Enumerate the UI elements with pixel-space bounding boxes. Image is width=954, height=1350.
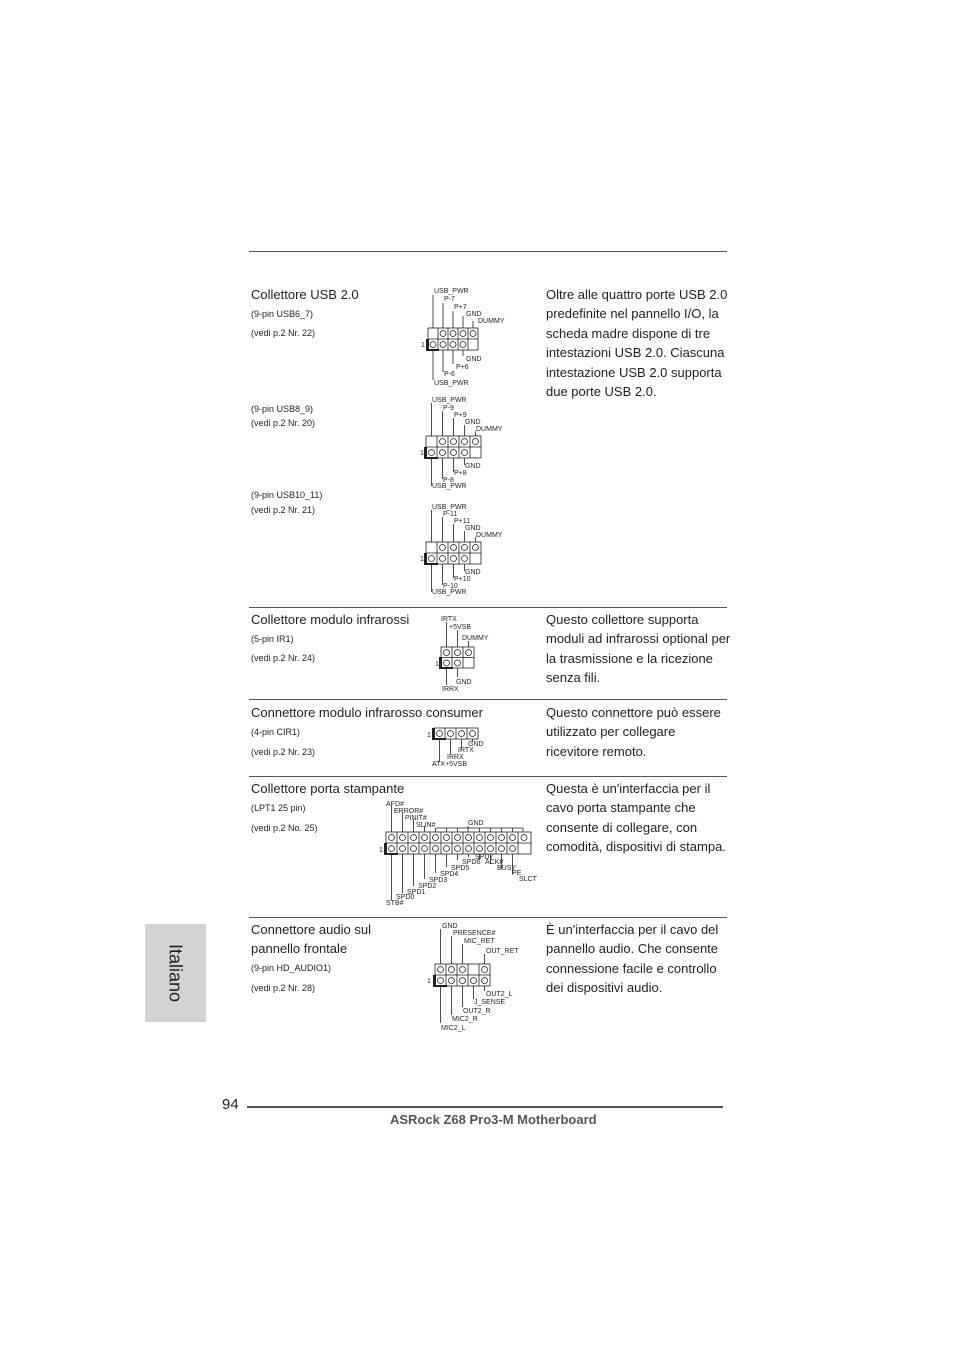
usb67-label-usb-pwr: USB_PWR [434,288,469,295]
usb89-label-p-minus: P-9 [443,405,454,412]
ir-label-irrx: IRRX [442,686,459,693]
ir-ref: (vedi p.2 Nr. 24) [251,653,316,663]
ir-pin-diagram [435,613,505,693]
lpt-label-gnd: GND [468,820,484,827]
lpt-label-spd6: SPD6 [462,859,481,866]
usb67-subtitle: (9-pin USB6_7) [251,309,314,319]
usb1011-label-dummy: DUMMY [476,532,503,539]
usb89-pin1-label: 1 [420,450,424,457]
lpt-label-pe: PE [512,870,522,877]
audio-subtitle: (9-pin HD_AUDIO1) [251,963,332,973]
usb1011-label-gnd: GND [465,525,481,532]
usb1011-label-usb-pwr-b: USB_PWR [432,589,467,596]
ir-description: Questo collettore supporta moduli ad infrarossi optional per la trasmissione e la ricezione senza fili. [546,612,731,686]
cir-label-irtx: IRTX [458,747,474,754]
ir-label-5vsb: +5VSB [449,624,471,631]
usb1011-label-usb-pwr: USB_PWR [432,504,467,511]
section-divider [249,917,727,918]
audio-label-gnd: GND [442,923,458,930]
usb89-label-p-minus-b: P-8 [443,477,454,484]
ir-subtitle: (5-pin IR1) [251,634,294,644]
ir-pin1-label: 1 [435,661,439,668]
usb67-label-p-minus-b: P-6 [444,371,455,378]
lpt-label-slin: SLIN# [416,822,436,829]
lpt-label-spd2: SPD2 [418,883,437,890]
usb1011-label-p-plus: P+11 [454,518,471,525]
lpt-label-slct: SLCT [519,876,537,883]
lpt-label-spd3: SPD3 [429,877,448,884]
lpt-label-stb: STB# [386,900,404,907]
section-divider [249,607,727,608]
lpt-label-spd5: SPD5 [451,865,470,872]
usb89-label-usb-pwr: USB_PWR [432,397,467,404]
audio-header-title-line1: Connettore audio sul [251,922,371,937]
audio-label-out2-l: OUT2_L [486,991,513,998]
usb-header-title: Collettore USB 2.0 [251,287,359,302]
ir-label-dummy: DUMMY [462,635,489,642]
lpt-ref: (vedi p.2 No. 25) [251,823,318,833]
cir-label-gnd: GND [468,741,484,748]
section-divider [249,699,727,700]
usb1011-label-gnd-b: GND [465,569,481,576]
lpt-subtitle: (LPT1 25 pin) [251,803,306,813]
cir-subtitle: (4-pin CIR1) [251,727,301,737]
usb67-label-p-minus: P-7 [444,296,455,303]
audio-description: È un'interfaccia per il cavo del pannello audio. Che consente connessione facile e controllo dei dispositivi audio. [546,922,719,996]
usb67-label-dummy: DUMMY [478,318,505,325]
ir-label-gnd: GND [456,679,472,686]
lpt-label-ack: ACK# [485,859,504,866]
cir-header-title: Connettore modulo infrarosso consumer [251,705,483,720]
usb1011-label-p-minus: P-11 [443,511,458,518]
usb89-label-gnd: GND [465,419,481,426]
audio-label-presence: PRESENCE# [453,930,496,937]
ir-header-title: Collettore modulo infrarossi [251,612,410,627]
usb89-subtitle: (9-pin USB8_9) [251,404,314,414]
audio-label-out-ret: OUT_RET [486,948,519,955]
lpt-label-afd: AFD# [386,801,404,808]
cir-ref: (vedi p.2 Nr. 23) [251,747,316,757]
usb89-label-p-plus-b: P+8 [454,470,467,477]
usb67-pin1-label: 1 [421,342,425,349]
usb67-ref: (vedi p.2 Nr. 22) [251,328,316,338]
lpt-label-pinit: PINIT# [405,815,427,822]
cir-pin1-label: 1 [427,732,431,739]
audio-pin1-label: 1 [427,978,431,985]
audio-label-out2-r: OUT2_R [463,1008,491,1015]
usb67-label-p-plus: P+7 [454,304,467,311]
usb89-ref: (vedi p.2 Nr. 20) [251,418,316,428]
lpt-pin-diagram [378,797,543,909]
cir-label-atx5vsb: ATX+5VSB [432,761,468,768]
usb89-label-dummy: DUMMY [476,426,503,433]
audio-label-mic2-l: MIC2_L [441,1025,466,1032]
lpt-label-spd7: SPD7 [475,854,494,861]
usb67-label-usb-pwr-b: USB_PWR [434,380,469,387]
usb89-pin-diagram [420,395,510,490]
cir-pin-diagram [426,724,501,772]
audio-pin-diagram [426,920,526,1035]
page-number: 94 [222,1096,239,1113]
usb1011-subtitle: (9-pin USB10_11) [251,490,323,500]
lpt-label-spd0: SPD0 [396,894,415,901]
usb89-label-usb-pwr-b: USB_PWR [432,483,467,490]
cir-description: Questo connettore può essere utilizzato per collegare ricevitore remoto. [546,705,721,759]
section-divider [249,776,727,777]
usb89-label-gnd-b: GND [465,463,481,470]
lpt-label-spd1: SPD1 [407,889,426,896]
usb67-label-gnd: GND [466,311,482,318]
usb67-pin-diagram [420,285,510,390]
lpt-label-spd4: SPD4 [440,871,459,878]
audio-header-title-line2: pannello frontale [251,941,348,956]
language-tab-label: Italiano [165,943,186,1003]
lpt-description: Questa è un'interfaccia per il cavo porta stampante che consente di collegare, con comodità, dispositivi di stampa. [546,781,726,855]
top-rule [249,251,727,252]
ir-label-irtx: IRTX [441,616,457,623]
usb89-label-p-plus: P+9 [454,412,467,419]
footer-product-name: ASRock Z68 Pro3-M Motherboard [390,1112,597,1127]
usb1011-pin1-label: 1 [420,556,424,563]
usb1011-label-p-minus-b: P-10 [443,583,458,590]
cir-label-irrx: IRRX [447,754,464,761]
footer-rule [247,1106,723,1108]
usb-description: Oltre alle quattro porte USB 2.0 predefinite nel pannello I/O, la scheda madre dispone di tre intestazioni USB 2.0. Ciascuna intestazione USB 2.0 supporta due porte USB 2.0. [546,287,728,400]
lpt-pin1-label: 1 [379,847,383,854]
audio-ref: (vedi p.2 Nr. 28) [251,983,316,993]
usb1011-ref: (vedi p.2 Nr. 21) [251,505,316,515]
lpt-label-busy: BUSY [497,865,517,872]
audio-label-mic-ret: MIC_RET [464,938,495,945]
usb67-label-gnd-b: GND [466,356,482,363]
lpt-header-title: Collettore porta stampante [251,781,405,796]
lpt-label-error: ERROR# [394,808,424,815]
usb67-label-p-plus-b: P+6 [456,364,469,371]
language-tab [145,924,206,1022]
audio-label-mic2-r: MIC2_R [452,1016,478,1023]
audio-label-j-sense: J_SENSE [474,999,506,1006]
usb1011-pin-diagram [420,502,510,597]
usb1011-label-p-plus-b: P+10 [454,576,471,583]
